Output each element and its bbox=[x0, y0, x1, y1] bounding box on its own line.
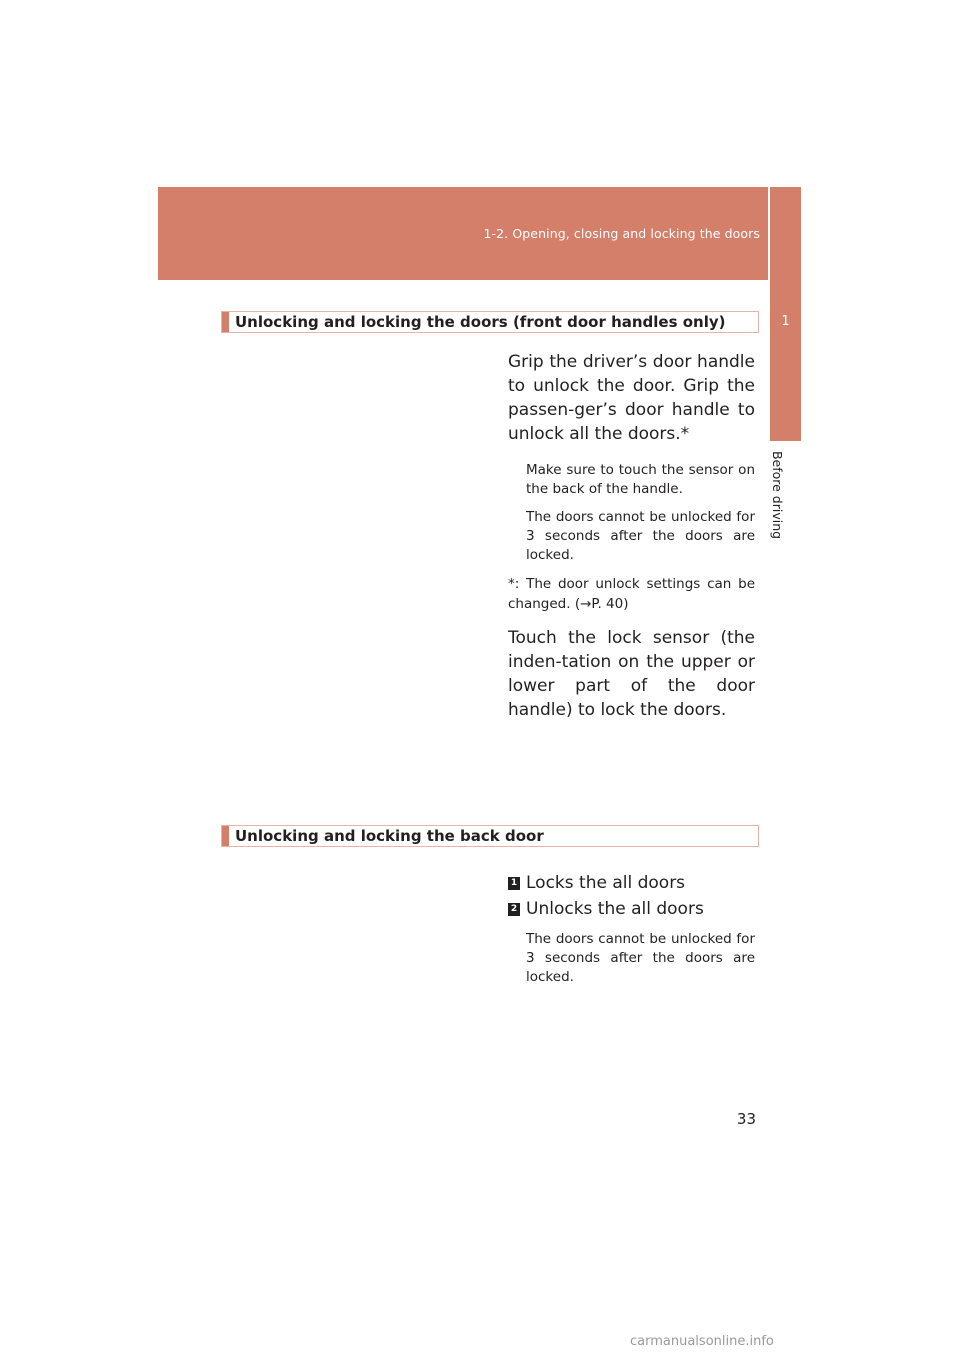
list-item bbox=[508, 898, 755, 920]
note-unlock-delay: The doors cannot be unlocked for 3 seconds after the doors are locked. bbox=[526, 509, 755, 563]
page-number: 33 bbox=[736, 1110, 756, 1128]
list-item bbox=[508, 872, 755, 894]
section-heading-marker bbox=[222, 826, 229, 846]
section-heading-back-door bbox=[221, 825, 759, 847]
note-back-door-delay: The doors cannot be unlocked for 3 seconds after the doors are locked. bbox=[526, 931, 755, 985]
watermark: carmanualsonline.info bbox=[630, 1334, 774, 1349]
list-item-text: Locks the all doors bbox=[526, 873, 686, 893]
chapter-tab-label: Before driving bbox=[770, 450, 785, 540]
footnote-marker: *: bbox=[508, 576, 520, 592]
section-heading-title: Unlocking and locking the doors (front door handles only) bbox=[235, 313, 726, 331]
list-item-text: Unlocks the all doors bbox=[526, 899, 704, 919]
item-number-badge: 2 bbox=[508, 903, 520, 916]
footnote-text: The door unlock settings can be changed. (→P. 40) bbox=[508, 576, 756, 612]
chapter-section-title: 1-2. Opening, closing and locking the doors bbox=[483, 226, 760, 241]
paragraph-grip-handle: Grip the driver’s door handle to unlock the door. Grip the passen-ger’s door handle to unlock all the doors.* bbox=[508, 352, 755, 444]
section-heading-title: Unlocking and locking the back door bbox=[235, 827, 544, 845]
note-touch-sensor: Make sure to touch the sensor on the back of the handle. bbox=[526, 462, 755, 497]
section-heading-front-doors bbox=[221, 311, 759, 333]
paragraph-lock-sensor: Touch the lock sensor (the inden-tation on the upper or lower part of the door handle) to lock the doors. bbox=[508, 628, 755, 720]
item-number-badge: 1 bbox=[508, 877, 520, 890]
footnote bbox=[508, 574, 755, 614]
chapter-tab-number: 1 bbox=[781, 314, 790, 329]
section-heading-marker bbox=[222, 312, 229, 332]
